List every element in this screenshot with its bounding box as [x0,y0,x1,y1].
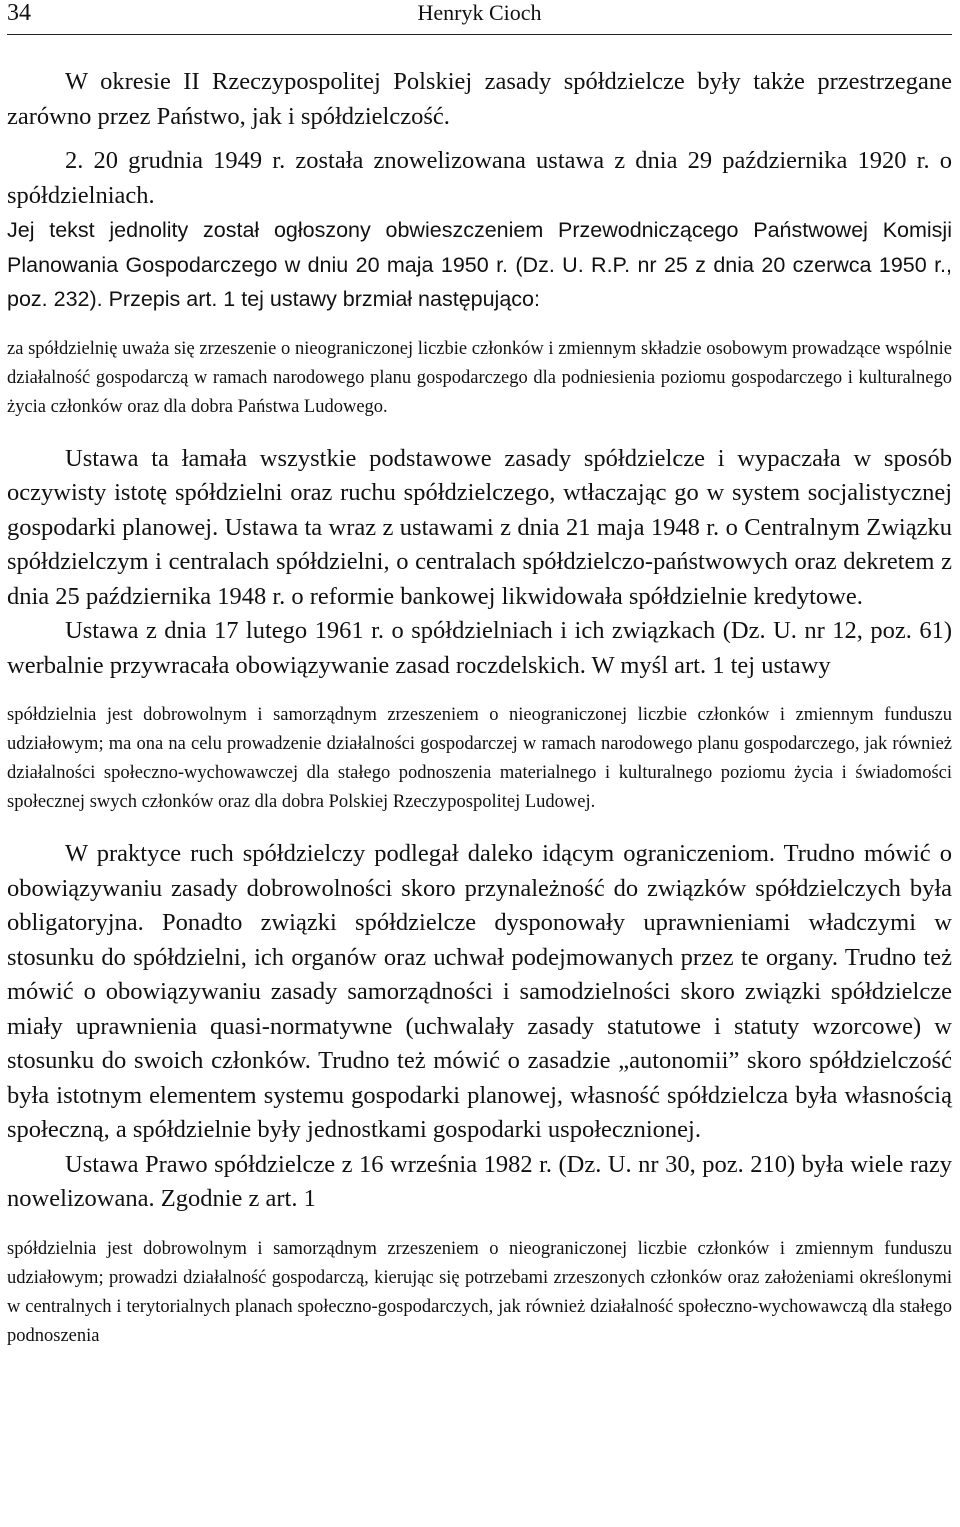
running-head: Henryk Cioch [417,0,542,25]
page-header [7,0,952,35]
paragraph-6: Ustawa Prawo spółdzielcze z 16 września 1982 r. (Dz. U. nr 30, poz. 210) była wiele razy nowelizowana. Zgodnie z art. 1 [7,1150,952,1212]
paragraph-2-lead: 2. 20 grudnia 1949 r. została znowelizowana ustawa z dnia 29 października 1920 r. o spółdzielniach. [7,147,952,209]
paragraph-5: W praktyce ruch spółdzielczy podlegał daleko idącym ograniczeniom. Trudno mówić o obowiązywaniu zasady dobrowolności skoro przynależność do związków spółdzielczych była obligatoryjna. Ponadto związki spółdzielcze dysponowały uprawnieniami władczymi w stosunku do spółdzielni, ich organów oraz uchwał podejmowanych przez te organy. Trudno też mówić o obowiązywaniu zasady samorządności i samodzielności skoro związki spółdzielcze miały uprawnienia quasi-normatywne (uchwalały zasady statutowe i statuty wzorcowe) w stosunku do swoich członków. Trudno też mówić o zasadzie „autonomii” skoro spółdzielczość była istotnym elementem systemu gospodarki planowej, własność spółdzielcza była własnością społeczną, a spółdzielnie były jednostkami gospodarki uspołecznionej. [7,840,952,1143]
paragraph-2 [7,144,952,317]
block-quote-3: spółdzielnia jest dobrowolnym i samorządnym zrzeszeniem o nieograniczonej liczbie członków i zmiennym funduszu udziałowym; prowadzi działalność gospodarczą, kierując się potrzebami zrzeszonych członków oraz założeniami określonymi w centralnych i terytorialnych planach społeczno-gospodarczych, jak również działalność społeczno-wychowawczą dla stałego podnoszenia [7,1238,952,1346]
paragraph-2-sans: Jej tekst jednolity został ogłoszony obwieszczeniem Przewodniczącego Państwowej Komisji Planowania Gospodarczego w dniu 20 maja 1950 r. (Dz. U. R.P. nr 25 z dnia 20 czerwca 1950 r., poz. 232). Przepis art. 1 tej ustawy brzmiał następująco: [7,218,952,311]
page-number: 34 [7,0,31,26]
paragraph-3: Ustawa ta łamała wszystkie podstawowe zasady spółdzielcze i wypaczała w sposób oczywisty istotę spółdzielni oraz ruchu spółdzielczego, wtłaczając go w system socjalistycznej gospodarki planowej. Ustawa ta wraz z ustawami z dnia 21 maja 1948 r. o Centralnym Związku spółdzielczym i centralach spółdzielni, o centralach spółdzielczo-państwowych oraz dekretem z dnia 25 października 1948 r. o reformie bankowej likwidowała spółdzielnie kredytowe. [7,444,952,610]
document-page [7,0,952,1371]
paragraph-1: W okresie II Rzeczypospolitej Polskiej zasady spółdzielcze były także przestrzegane zarówno przez Państwo, jak i spółdzielczość. [7,68,952,130]
block-quote-2: spółdzielnia jest dobrowolnym i samorządnym zrzeszeniem o nieograniczonej liczbie członków i zmiennym funduszu udziałowym; ma ona na celu prowadzenie działalności gospodarczej w ramach narodowego planu gospodarczego, jak również działalności społeczno-wychowawczej dla stałego podnoszenia materialnego i kulturalnego poziomu życia i świadomości społecznej swych członków oraz dla dobra Polskiej Rzeczypospolitej Ludowej. [7,705,952,812]
block-quote-1: za spółdzielnię uważa się zrzeszenie o nieograniczonej liczbie członków i zmiennym składzie osobowym prowadzące wspólnie działalność gospodarczą w ramach narodowego planu gospodarczego dla podniesienia poziomu gospodarczego i kulturalnego życia członków oraz dla dobra Państwa Ludowego. [7,338,952,417]
paragraph-4: Ustawa z dnia 17 lutego 1961 r. o spółdzielniach i ich związkach (Dz. U. nr 12, poz. 61) werbalnie przywracała obowiązywanie zasad roczdelskich. W myśl art. 1 tej ustawy [7,617,952,679]
